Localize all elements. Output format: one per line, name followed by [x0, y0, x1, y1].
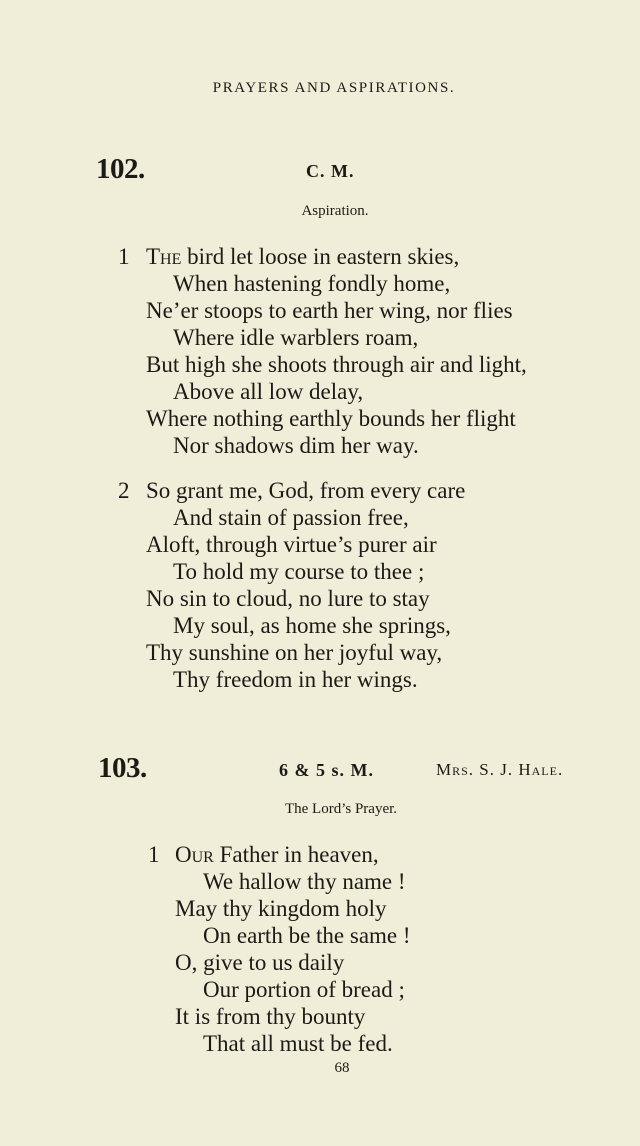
hymn-author: Mrs. S. J. Hale.	[436, 760, 564, 779]
verse-line: That all must be fed.	[203, 1031, 393, 1056]
page-number: 68	[334, 1060, 350, 1076]
running-head: PRAYERS AND ASPIRATIONS.	[212, 80, 456, 96]
meter: 6 & 5 s. M.	[279, 760, 374, 780]
verse-line: Ne’er stoops to earth her wing, nor flies	[146, 298, 513, 323]
verse-line: Where idle warblers roam,	[173, 325, 419, 350]
stanza-number: 1	[148, 842, 160, 867]
verse-line: Nor shadows dim her way.	[173, 433, 419, 458]
verse-line: May thy kingdom holy	[175, 896, 387, 921]
verse-line: On earth be the same !	[203, 923, 411, 948]
verse-line: Our portion of bread ;	[203, 977, 405, 1002]
verse-line: Aloft, through virtue’s purer air	[146, 532, 437, 557]
verse-line: Above all low delay,	[173, 379, 364, 404]
verse-line: Thy sunshine on her joyful way,	[146, 640, 443, 665]
first-word: Our	[175, 842, 214, 867]
verse-line: To hold my course to thee ;	[173, 559, 425, 584]
verse-line: When hastening fondly home,	[173, 271, 451, 296]
verse-line	[146, 243, 459, 270]
verse-line: My soul, as home she springs,	[173, 613, 451, 638]
verse-text: Father in heaven,	[219, 842, 379, 867]
hymn-subtitle: The Lord’s Prayer.	[284, 801, 398, 817]
verse-line: So grant me, God, from every care	[146, 478, 466, 503]
verse-line: No sin to cloud, no lure to stay	[146, 586, 430, 611]
verse-line: Where nothing earthly bounds her flight	[146, 406, 516, 431]
verse-line: And stain of passion free,	[173, 505, 409, 530]
verse-line: O, give to us daily	[175, 950, 345, 975]
verse-line: We hallow thy name !	[203, 869, 406, 894]
hymn-number: 102.	[96, 153, 145, 185]
hymn-subtitle: Aspiration.	[301, 203, 369, 219]
verse-line: Thy freedom in her wings.	[173, 667, 418, 692]
stanza-number: 1	[118, 244, 130, 269]
verse-line: It is from thy bounty	[175, 1004, 366, 1029]
verse-text: bird let loose in eastern skies,	[187, 244, 460, 269]
meter: C. M.	[306, 161, 355, 181]
hymn-number: 103.	[98, 752, 147, 784]
verse-line	[175, 841, 379, 868]
first-word: The	[146, 244, 182, 269]
verse-line: But high she shoots through air and light,	[146, 352, 527, 377]
stanza-number: 2	[118, 478, 130, 503]
